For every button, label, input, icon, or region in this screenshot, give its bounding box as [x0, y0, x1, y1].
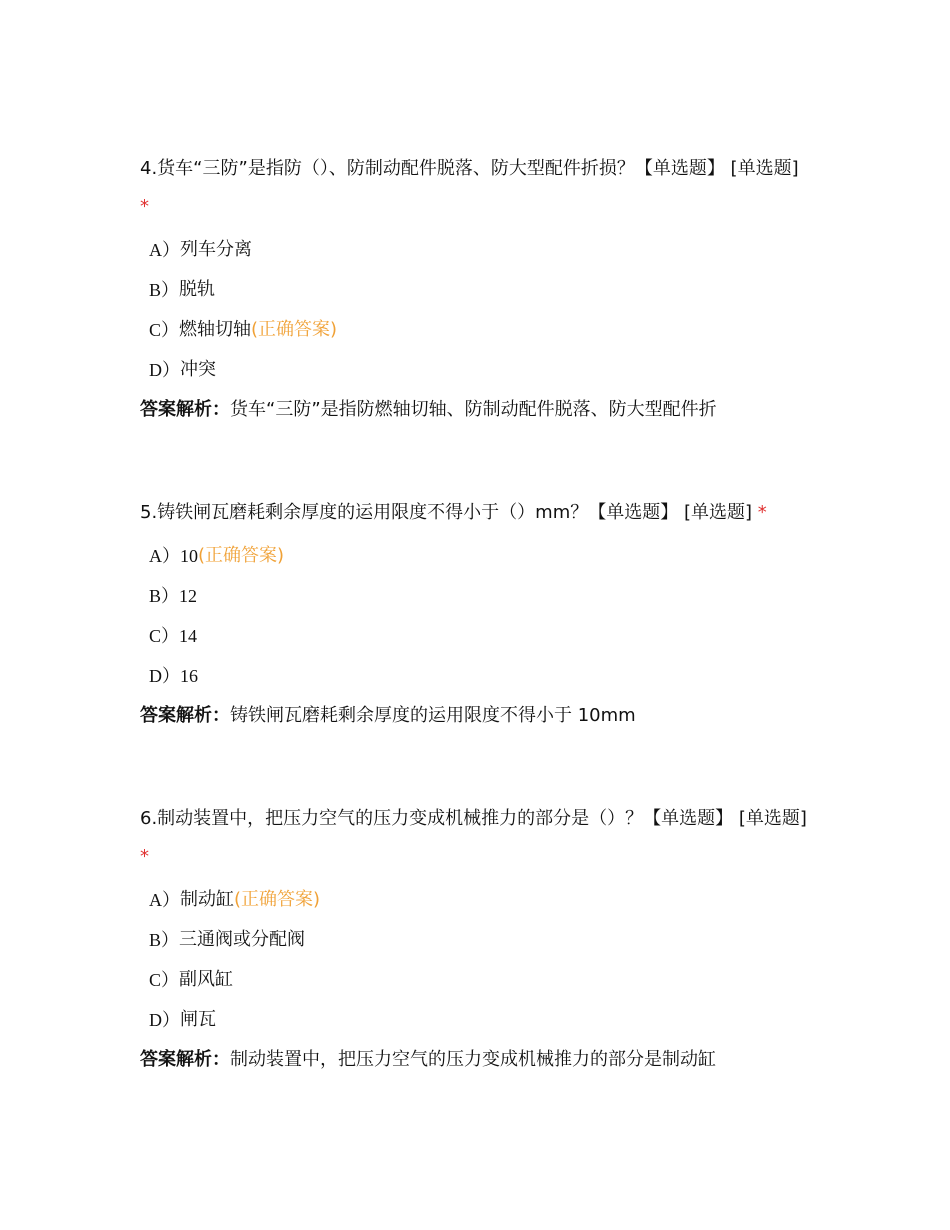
option-text: 制动缸 [180, 889, 234, 910]
option-letter: B） [149, 930, 180, 950]
answer-analysis [140, 390, 810, 430]
question-stem-text: 4.货车“三防”是指防（）、防制动配件脱落、防大型配件折损？【单选题】 [单选题] [140, 158, 799, 179]
option-text: 16 [180, 666, 198, 686]
option-a[interactable] [140, 230, 810, 270]
option-letter: B） [149, 586, 180, 606]
question-stem [140, 150, 810, 226]
option-letter: C） [149, 626, 180, 646]
option-text: 12 [179, 586, 198, 606]
option-text: 三通阀或分配阀 [179, 929, 306, 950]
option-text: 燃轴切轴 [179, 319, 252, 340]
question-stem [140, 800, 810, 876]
question-stem-text: 5.铸铁闸瓦磨耗剩余厚度的运用限度不得小于（）mm？【单选题】 [单选题] [140, 502, 753, 523]
question-6 [140, 800, 810, 1080]
correct-answer-tag: (正确答案) [234, 889, 321, 910]
analysis-text: 货车“三防”是指防燃轴切轴、防制动配件脱落、防大型配件折 [230, 399, 717, 420]
option-b[interactable] [140, 920, 810, 960]
option-text: 冲突 [180, 359, 216, 380]
option-c[interactable] [140, 616, 810, 656]
correct-answer-tag: (正确答案) [251, 319, 338, 340]
option-text: 闸瓦 [180, 1009, 216, 1030]
option-letter: C） [149, 970, 180, 990]
required-asterisk: * [757, 502, 767, 523]
question-stem [140, 494, 810, 532]
option-d[interactable] [140, 350, 810, 390]
options-list [140, 536, 810, 696]
options-list [140, 880, 810, 1040]
option-letter: A） [149, 890, 180, 910]
option-letter: D） [149, 1010, 180, 1030]
analysis-label: 答案解析： [140, 399, 230, 420]
option-c[interactable] [140, 960, 810, 1000]
option-text: 副风缸 [179, 969, 234, 990]
option-b[interactable] [140, 270, 810, 310]
question-4 [140, 150, 810, 430]
answer-analysis [140, 1040, 810, 1080]
correct-answer-tag: (正确答案) [198, 545, 285, 566]
option-a[interactable] [140, 880, 810, 920]
option-letter: C） [149, 320, 180, 340]
analysis-text: 铸铁闸瓦磨耗剩余厚度的运用限度不得小于 10mm [230, 705, 636, 726]
answer-analysis [140, 696, 810, 736]
analysis-text: 制动装置中，把压力空气的压力变成机械推力的部分是制动缸 [230, 1049, 716, 1070]
option-letter: D） [149, 666, 180, 686]
option-text: 脱轨 [179, 279, 216, 300]
option-letter: B） [149, 280, 180, 300]
question-stem-text: 6.制动装置中，把压力空气的压力变成机械推力的部分是（）？【单选题】 [单选题] [140, 808, 807, 829]
analysis-label: 答案解析： [140, 705, 230, 726]
option-c[interactable] [140, 310, 810, 350]
option-text: 10 [180, 546, 198, 566]
option-a[interactable] [140, 536, 810, 576]
analysis-label: 答案解析： [140, 1049, 230, 1070]
option-letter: A） [149, 240, 180, 260]
required-asterisk: * [140, 846, 149, 867]
option-text: 14 [179, 626, 198, 646]
required-asterisk: * [140, 196, 149, 217]
option-letter: A） [149, 546, 180, 566]
option-d[interactable] [140, 1000, 810, 1040]
question-5 [140, 494, 810, 736]
options-list [140, 230, 810, 390]
option-b[interactable] [140, 576, 810, 616]
option-text: 列车分离 [180, 239, 252, 260]
option-letter: D） [149, 360, 180, 380]
option-d[interactable] [140, 656, 810, 696]
